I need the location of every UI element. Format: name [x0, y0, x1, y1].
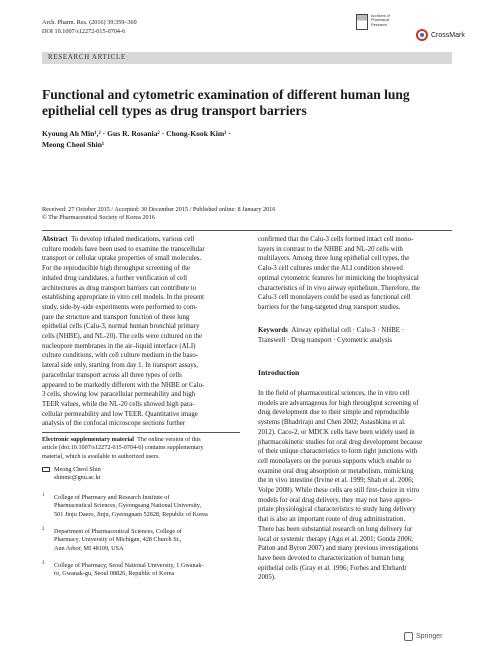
esm-label: Electronic supplementary material: [42, 436, 134, 443]
introduction-body: In the field of pharmaceutical sciences, the in vitro cell models are advantageous for high throughput screening of drug development due to their simple and reproducible systems (Bhadriraju and Chen 2002; Astashkina et al. 2012). Caco-2, or MDCK cells have been widely used in pharmacokinetic studies for oral drug development because of their unique characteristics to form tight junctions with cell monolayers on the porous supports which enable to examine oral drug absorption or metabolism, mimicking the in vivo intestine (Irvine et al. 1999; Shah et al. 2006; Volpe 2008). While these cells are still first-choice in vitro models for oral drug delivery, they may not have appro- priate physiological characteristics to study lung delivery that is also an important route of drug administration. There has been substantial research on lung delivery for local or systemic therapy (Agu et al. 2001; Gonda 2006; Patton and Byron 2007) and many previous investigations have been devoted to characterization of human lung epithelial cells (Gray et al. 1996; Forbes and Ehrhardt 2005).: [258, 390, 423, 582]
author-list: Kyoung Ah Min¹,² · Gus R. Rosania² · Chong-Kook Kim³ · Meong Cheol Shin¹: [42, 129, 231, 149]
abstract: Abstract To develop inhaled medications, various cell culture models have been used to examine the transcellular transport or cellular uptake properties of small molecules. For the reproducible high throughput screening of the inhaled drug candidates, a further verification of cell architectures as drug transport barriers can contribute to establishing appropriate in vitro cell models. In the present study, side-by-side experiments were performed to com- pare the structure and transport function of three lung epithelial cells (Calu-3, normal human bronchial primary cells (NHBE), and NL-20). The cells were cultured on the nucleopore membranes in the air–liquid interface (ALI) culture conditions, with cell culture medium in the baso- lateral side only, starting from day 1. In transport assays, paracellular transport across all three types of cells appeared to be markedly different with the NHBE or Calu- 3 cells, showing low paracellular permeability and high TEER values, while the NL-20 cells showed high para- cellular permeability and low TEER. Quantitative image analysis of the confocal microscope sections further: [42, 236, 205, 428]
affiliation-number: 2: [42, 527, 45, 532]
journal-citation: Arch. Pharm. Res. (2016) 39:359–369: [42, 19, 137, 26]
abstract-label: Abstract: [42, 236, 68, 243]
email-link[interactable]: shinmc@gnu.ac.kr: [54, 474, 101, 482]
article-title: Functional and cytometric examination of different human lung epithelial cell types as drug transport barriers: [42, 87, 410, 118]
publication-dates: Received: 27 October 2015 / Accepted: 30 December 2015 / Published online: 8 January 2016 © The Pharmaceutical Society of Korea 2016: [42, 206, 276, 222]
springer-horse-icon: [404, 632, 413, 641]
corresponding-author: [42, 466, 240, 483]
section-label: RESEARCH ARTICLE: [48, 54, 126, 61]
supplementary-note: Electronic supplementary material The online version of this article (doi:10.1007/s12272-015-0704-6) contains supplementary material, which is available to authorized users.: [42, 436, 204, 460]
publisher-name: Springer: [416, 633, 443, 640]
publisher-mark: [404, 632, 442, 641]
footnote-divider: [42, 432, 240, 433]
journal-logo: [356, 14, 404, 44]
article-page: Arch. Pharm. Res. (2016) 39:359–369 DOI 10.1007/s12272-015-0704-6 Archives of Pharmacal Research CrossMark RESEARCH ARTICLE Functional and cytometric examination of different human lung epithelial cell types as drug transport barriers Kyoung Ah Min¹,² · Gus R. Rosania² · Chong-Kook Kim³ · Meong Cheol Shin¹ Received: 27 October 2015 / Accepted: 30 December 2015 / Published online: 8 January 2016 © The Pharmaceutical Society of Korea 2016 Abstract To develop inhaled medications, various cell culture models have been used to examine the transcellular transport or cellular uptake properties of small molecules. For the reproducible high throughput screening of the inhaled drug candidates, a further verification of cell architectures as drug transport barriers can contribute to establishing appropriate in vitro cell models. In the present study, side-by-side experiments were performed to com- pare the structure and transport function of three lung epithelial cells (Calu-3, normal human bronchial primary cells (NHBE), and NL-20). The cells were cultured on the nucleopore membranes in the air–liquid interface (ALI) culture conditions, with cell culture medium in the baso- lateral side only, starting from day 1. In transport assays, paracellular transport across all three types of cells appeared to be markedly different with the NHBE or Calu- 3 cells, showing low paracellular permeability and high TEER values, while the NL-20 cells showed high para- cellular permeability and low TEER. Quantitative image analysis of the confocal microscope sections further confirmed that the Calu-3 cells formed intact cell mono- layers in contrast to the NHBE and NL-20 cells with multilayers. Among three lung epithelial cell types, the Calu-3 cell cultures under the ALI condition showed optimal cytometric features for mimicking the biophysical characteristics of in vivo airway epithelium. Therefore, the Calu-3 cell monolayers could be used as functional cell barriers for the lung-targeted drug transport studies. Keywords Airway epithelial cell · Calu-3 · NHBE · Transwell · Drug transport · Cytometric analysis Introduction In the field of pharmaceutical sciences, the in vitro cell models are advantageous for high throughput screening of drug development due to their simple and reproducible systems (Bhadriraju and Chen 2002; Astashkina et al. 2012). Caco-2, or MDCK cells have been widely used in pharmacokinetic studies for oral drug development because of their unique characteristics to form tight junctions with cell monolayers on the porous supports which enable to examine oral drug absorption or metabolism, mimicking the in vivo intestine (Irvine et al. 1999; Shah et al. 2006; Volpe 2008). While these cells are still first-choice in vitro models for oral drug delivery, they may not have appro- priate physiological characteristics to study lung delivery that is also an important route of drug administration. There has been substantial research on lung delivery for local or systemic therapy (Agu et al. 2001; Gonda 2006; Patton and Byron 2007) and many previous investigations have been devoted to characterization of human lung epithelial cells (Gray et al. 1996; Forbes and Ehrhardt 2005). Electronic supplementary material The online version of this article (doi:10.1007/s12272-015-0704-6) contains supplementary material, which is available to authorized users. Meong Cheol Shin shinmc@gnu.ac.kr 1 College of Pharmacy and Research Institute of Pharmaceutical Sciences, Gyeongsang National University, 501 Jinju Daero, Jinju, Gyeongnam 52828, Republic of Korea 2 Department of Pharmaceutical Sciences, College of Pharmacy, University of Michigan, 428 Church St., Ann Arbor, MI 48109, USA 3 College of Pharmacy, Seoul National University, 1 Gwanak- ro, Gwanak-gu, Seoul 08826, Republic of Korea Springer: [42, 14, 465, 640]
introduction-heading: Introduction: [258, 368, 300, 377]
affiliation-number: 1: [42, 493, 45, 498]
crossmark-badge[interactable]: [416, 29, 465, 41]
journal-doi: DOI 10.1007/s12272-015-0704-6: [42, 28, 126, 35]
crossmark-label: CrossMark: [431, 31, 465, 39]
envelope-icon: [42, 467, 50, 472]
journal-emblem-icon: [356, 14, 368, 30]
crossmark-icon: [416, 29, 428, 41]
journal-logo-text: Archives of Pharmacal Research: [371, 14, 390, 27]
abstract-continued: confirmed that the Calu-3 cells formed intact cell mono- layers in contrast to the NHBE and NL-20 cells with multilayers. Among three lung epithelial cell types, the Calu-3 cell cultures under the ALI condition showed optimal cytometric features for mimicking the biophysical characteristics of in vivo airway epithelium. Therefore, the Calu-3 cell monolayers could be used as functional cell barriers for the lung-targeted drug transport studies.: [258, 236, 420, 311]
divider: [42, 230, 452, 231]
journal-info: [42, 18, 137, 36]
section-banner: [42, 52, 452, 64]
keywords-label: Keywords: [258, 327, 288, 334]
affiliation-number: 3: [42, 561, 45, 566]
doi-link[interactable]: doi:10.1007/s12272-015-0704-6: [61, 444, 142, 452]
keywords: Keywords Airway epithelial cell · Calu-3 · NHBE · Transwell · Drug transport · Cytometric analysis: [258, 327, 405, 344]
corresponding-name: Meong Cheol Shin: [54, 466, 101, 473]
